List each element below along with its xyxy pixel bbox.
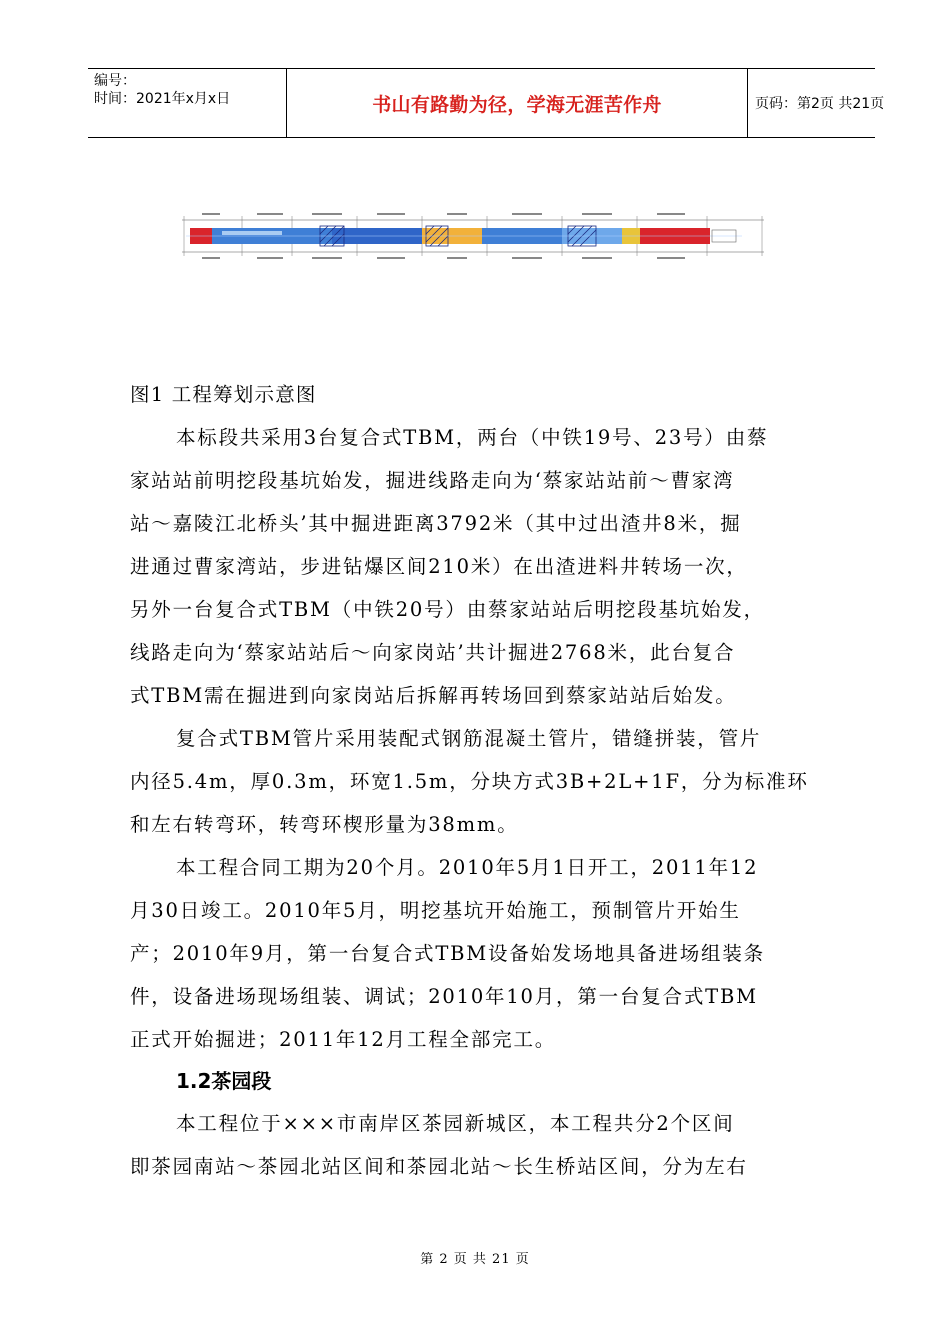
paragraph-line: 线路走向为‘蔡家站站后～向家岗站’共计掘进2768米，此台复合 (130, 641, 736, 664)
paragraph-line: 产；2010年9月，第一台复合式TBM设备始发场地具备进场组装条 (130, 942, 765, 965)
header-page-info: 页码：第2页 共21页 (755, 96, 885, 112)
engineering-plan-diagram (182, 206, 764, 264)
section-heading: 1.2茶园段 (176, 1069, 272, 1093)
paragraph-line: 另外一台复合式TBM（中铁20号）由蔡家站站后明挖段基坑始发， (130, 598, 765, 621)
paragraph-line: 式TBM需在掘进到向家岗站后拆解再转场回到蔡家站站后始发。 (130, 684, 737, 707)
header-motto-cell (286, 69, 748, 137)
document-time-label: 时间：2021年x月x日 (94, 91, 231, 107)
paragraph-line: 月30日竣工。2010年5月，明挖基坑开始施工，预制管片开始生 (130, 899, 741, 922)
paragraph-line: 进通过曹家湾站，步进钻爆区间210米）在出渣进料井转场一次， (130, 555, 748, 578)
paragraph-line: 本工程位于×××市南岸区茶园新城区，本工程共分2个区间 (176, 1112, 735, 1135)
paragraph-line: 站～嘉陵江北桥头’其中掘进距离3792米（其中过出渣井8米，掘 (130, 512, 742, 535)
page-header (88, 68, 885, 138)
paragraph-line: 复合式TBM管片采用装配式钢筋混凝土管片，错缝拼装，管片 (176, 727, 762, 750)
paragraph-line: 家站站前明挖段基坑始发，掘进线路走向为‘蔡家站站前～曹家湾 (130, 469, 735, 492)
paragraph-line: 即茶园南站～茶园北站区间和茶园北站～长生桥站区间，分为左右 (130, 1155, 748, 1178)
page-footer: 第 2 页 共 21 页 (420, 1252, 530, 1267)
motto-text: 书山有路勤为径，学海无涯苦作舟 (372, 93, 662, 116)
figure-caption: 图1 工程筹划示意图 (130, 383, 317, 406)
paragraph-line: 本标段共采用3台复合式TBM，两台（中铁19号、23号）由蔡 (176, 426, 769, 449)
header-meta (88, 69, 286, 137)
paragraph-line: 内径5.4m，厚0.3m，环宽1.5m，分块方式3B+2L+1F，分为标准环 (130, 770, 809, 793)
document-number-label: 编号： (94, 73, 136, 89)
paragraph-line: 正式开始掘进；2011年12月工程全部完工。 (130, 1028, 557, 1051)
header-page-cell (747, 69, 885, 137)
paragraph-line: 和左右转弯环，转弯环楔形量为38mm。 (130, 813, 519, 836)
paragraph-line: 件，设备进场现场组装、调试；2010年10月，第一台复合式TBM (130, 985, 758, 1008)
paragraph-line: 本工程合同工期为20个月。2010年5月1日开工，2011年12 (176, 856, 759, 879)
